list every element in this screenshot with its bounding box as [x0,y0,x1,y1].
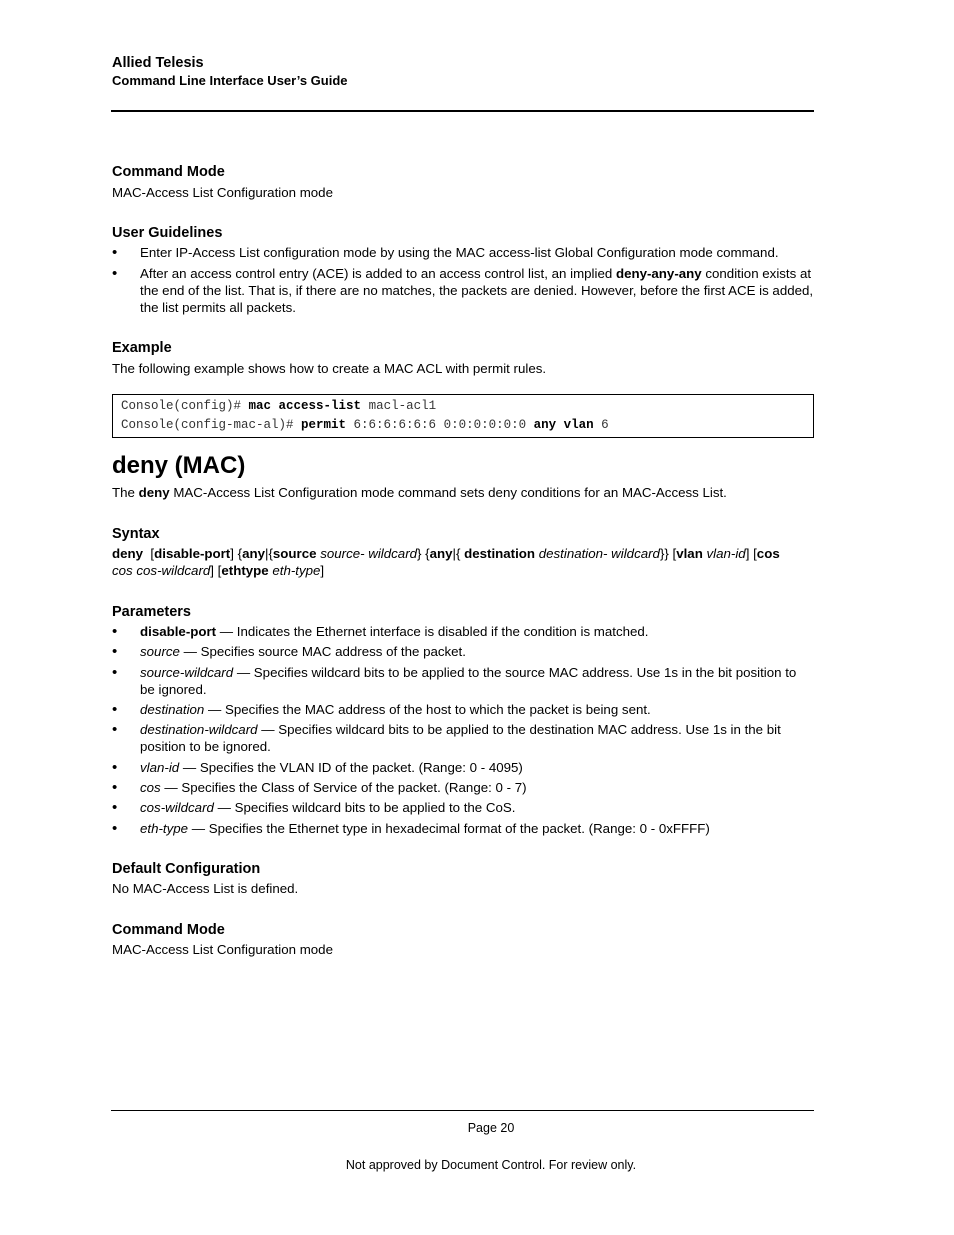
parameter-desc: — Specifies wildcard bits to be applied to the source MAC address. Use 1s in the bit position to be ignored. [140,665,797,697]
command-mode-heading: Command Mode [112,922,225,938]
parameter-desc: — Indicates the Ethernet interface is disabled if the condition is matched. [216,624,649,639]
parameter-name: destination [140,702,205,717]
parameter-item [112,779,814,796]
default-config-heading: Default Configuration [112,861,261,877]
header-divider [111,110,814,112]
parameter-item [112,623,814,640]
command-mode-heading: Command Mode [112,164,225,180]
bullet-icon: • [112,244,118,261]
command-mode-text: MAC-Access List Configuration mode [112,185,333,200]
command-mode-text: MAC-Access List Configuration mode [112,942,333,957]
syntax-heading: Syntax [112,526,160,542]
parameters-heading: Parameters [112,604,191,620]
parameter-item [112,643,814,660]
parameter-desc: — Specifies the VLAN ID of the packet. (Range: 0 - 4095) [179,760,523,775]
bullet-icon: • [112,265,118,282]
bullet-icon: • [112,623,118,640]
footer-divider [111,1110,814,1111]
parameter-desc: — Specifies wildcard bits to be applied to the CoS. [213,800,516,815]
guideline-item [112,265,814,316]
parameter-desc: — Specifies source MAC address of the packet. [179,644,466,659]
bullet-icon: • [112,779,118,796]
parameter-name: destination-wildcard [140,722,258,737]
parameter-desc: — Specifies the MAC address of the host to which the packet is being sent. [204,702,651,717]
command-intro: The deny MAC-Access List Configuration mode command sets deny conditions for an MAC-Access List. [112,485,727,500]
code-line: Console(config-mac-al)# permit 6:6:6:6:6:6 0:0:0:0:0:0 any vlan 6 [121,418,609,432]
code-line: Console(config)# mac access-list macl-acl1 [121,399,437,413]
page-number: Page 20 [467,1121,515,1135]
parameter-name: cos-wildcard [140,800,214,815]
parameter-name: cos [140,780,161,795]
parameter-item [112,759,814,776]
bullet-icon: • [112,664,118,681]
default-config-text: No MAC-Access List is defined. [112,881,299,896]
bullet-icon: • [112,799,118,816]
parameter-desc: — Specifies the Ethernet type in hexadecimal format of the packet. (Range: 0 - 0xFFFF) [188,821,710,836]
parameter-item [112,701,814,718]
parameter-name: disable-port [140,624,217,639]
parameter-name: source [140,644,180,659]
bullet-icon: • [112,759,118,776]
code-example-box [112,394,814,438]
parameter-name: vlan-id [140,760,180,775]
guideline-item [112,244,814,261]
footer-note: Not approved by Document Control. For review only. [345,1158,637,1172]
parameter-desc: — Specifies the Class of Service of the packet. (Range: 0 - 7) [160,780,527,795]
parameter-desc: — Specifies wildcard bits to be applied to the destination MAC address. Use 1s in the bit position to be ignored. [140,722,781,754]
example-text: The following example shows how to create a MAC ACL with permit rules. [112,361,547,376]
parameter-item [112,820,814,837]
syntax-text: deny [disable-port] {any|{source source- wildcard} {any|{ destination destination- wildcard}} [vlan vlan-id] [cos cos cos-wildcard] [ethtype eth-type] [112,546,780,578]
parameter-item [112,721,814,755]
header-company: Allied Telesis [112,55,204,71]
guideline-text: After an access control entry (ACE) is added to an access control list, an implied deny-any-any condition exists at the end of the list. That is, if there are no matches, the packets are denied. However, before the first ACE is added, the list permits all packets. [140,266,814,315]
guideline-text: Enter IP-Access List configuration mode by using the MAC access-list Global Configuration mode command. [140,245,779,260]
parameter-item [112,799,814,816]
example-heading: Example [112,340,172,356]
parameter-item [112,664,814,698]
parameter-name: eth-type [140,821,189,836]
bullet-icon: • [112,820,118,837]
bullet-icon: • [112,643,118,660]
command-title: deny (MAC) [112,452,246,479]
header-guide-title: Command Line Interface User’s Guide [112,73,348,88]
bullet-icon: • [112,721,118,738]
parameter-name: source-wildcard [140,665,234,680]
user-guidelines-heading: User Guidelines [112,225,223,241]
bullet-icon: • [112,701,118,718]
